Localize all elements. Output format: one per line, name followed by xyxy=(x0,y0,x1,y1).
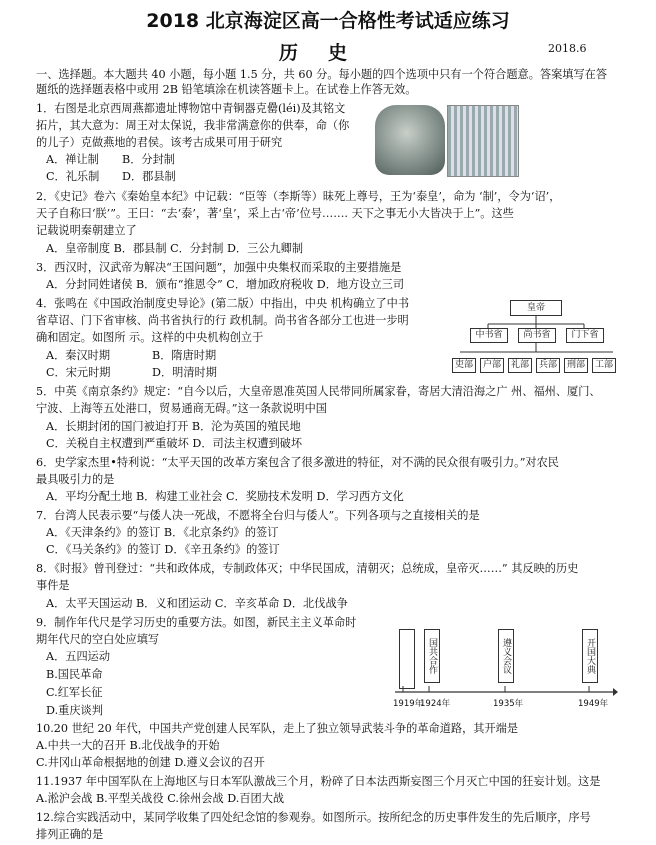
q9-option-d: D.重庆谈判 xyxy=(46,704,103,717)
timeline-year-1935: 1935年 xyxy=(493,699,524,709)
q4-line-1: 4．张鸣在《中国政治制度史导论》(第二版）中指出，中央 机构确立了中书 xyxy=(36,297,410,310)
q3-line-1: 3．西汉时，汉武帝为解决“王国问题”，加强中央集权而采取的主要措施是 xyxy=(36,261,402,274)
q11-line-1: 11.1937 年中国军队在上海地区与日本军队激战三个月，粉碎了日本法西斯妄图三个月灭亡中国的狂妄计划。这是 xyxy=(36,775,601,788)
q4-option-d: D．明清时期 xyxy=(152,366,217,379)
exam-date: 2018.6 xyxy=(548,42,587,55)
q5-line-1: 5．中英《南京条约》规定：“自今以后，大皇帝恩准英国人民带同所属家眷，寄居大清沿海之广 州、福州、厦门、 xyxy=(36,385,601,398)
q11-options: A.淞沪会战 B.平型关战役 C.徐州会战 D.百团大战 xyxy=(36,792,285,805)
org-shangshu-box: 尚书省 xyxy=(518,328,556,343)
q7-options-row-1: A．《天津条约》的签订 B．《北京条约》的签订 xyxy=(46,526,279,539)
subject-title: 历史 xyxy=(278,42,377,64)
org-xing-ministry-box: 刑部 xyxy=(564,358,588,373)
org-menxia-box: 门下省 xyxy=(566,328,604,343)
q2-line-1: 2．《史记》卷六《秦始皇本纪》中记载：“臣等（李斯等）昧死上尊号，王为‘泰皇’，命为 ‘制’，令为‘诏’， xyxy=(36,190,561,203)
q4-line-2: 省草诏、门下省审核、尚书省执行的行 政机制。尚书省各部分工也进一步明 xyxy=(36,314,409,327)
q7-line-1: 7．台湾人民表示要“与倭人决一死战，不愿将全台归与倭人”。下列各项与之直接相关的是 xyxy=(36,509,480,522)
q10-options-row-2: C.井冈山革命根据地的创建 D.遵义会议的召开 xyxy=(36,756,265,769)
timeline-blank-box xyxy=(399,629,415,689)
q5-options-row-1: A．长期封闭的国门被迫打开 B．沦为英国的殖民地 xyxy=(46,420,301,433)
q1-line-2: 拓片，其大意为：周王对太保说，我非常满意你的供奉，命（你 xyxy=(36,119,350,132)
q1-option-d: D．郡县制 xyxy=(122,170,176,183)
q1-line-1: 1．右图是北京西周燕都遗址博物馆中青铜器克罍(léi)及其铭文 xyxy=(36,102,346,115)
timeline-event-guogonghezuo: 国共合作 xyxy=(424,629,440,683)
q9-option-c: C.红军长征 xyxy=(46,686,103,699)
bronze-vessel-image xyxy=(375,105,445,175)
org-rites-ministry-box: 礼部 xyxy=(508,358,532,373)
timeline-event-kaiguo: 开国大典 xyxy=(582,629,598,683)
timeline-year-1919: 1919年 xyxy=(393,699,424,709)
intro-line-2: 题纸的选择题表格中或用 2B 铅笔填涂在机读答题卡上。在试卷上作答无效。 xyxy=(36,83,417,96)
q10-line-1: 10.20 世纪 20 年代，中国共产党创建人民军队，走上了独立领导武装斗争的革命道路，其开端是 xyxy=(36,722,519,735)
q8-line-2: 事件是 xyxy=(36,579,70,592)
inscription-rubbing-image xyxy=(447,105,519,177)
q5-options-row-2: C．关税自主权遭到严重破坏 D．司法主权遭到破坏 xyxy=(46,437,303,450)
org-hu-ministry-box: 户部 xyxy=(480,358,504,373)
q12-line-2: 排列正确的是 xyxy=(36,828,104,841)
q9-option-b: B.国民革命 xyxy=(46,668,103,681)
org-emperor-box: 皇帝 xyxy=(510,300,562,316)
intro-line-1: 一、选择题。本大题共 40 小题，每小题 1.5 分，共 60 分。每小题的四个选项中只有一个符合题意。答案填写在答 xyxy=(36,68,608,81)
q8-options: A．太平天国运动 B．义和团运动 C．辛亥革命 D．北伐战争 xyxy=(46,597,348,610)
q2-options: A．皇帝制度 B．郡县制 C．分封制 D．三公九卿制 xyxy=(46,242,304,255)
timeline-year-1949: 1949年 xyxy=(578,699,609,709)
q7-options-row-2: C．《马关条约》的签订 D．《辛丑条约》的签订 xyxy=(46,543,280,556)
org-gong-ministry-box: 工部 xyxy=(592,358,616,373)
page-title: 2018 北京海淀区高一合格性考试适应练习 xyxy=(146,10,510,32)
org-bing-ministry-box: 兵部 xyxy=(536,358,560,373)
q2-line-3: 记载说明秦朝建立了 xyxy=(36,224,137,237)
q8-line-1: 8．《时报》曾刊登过：“共和政体成，专制政体灭；中华民国成，清朝灭；总统成，皇帝灭……” 其反映的历史 xyxy=(36,562,579,575)
q6-options: A．平均分配土地 B．构建工业社会 C．奖励技术发明 D．学习西方文化 xyxy=(46,490,404,503)
q4-option-c: C．宋元时期 xyxy=(46,366,111,379)
q2-line-2: 天子自称曰‘朕’”。王曰：“去‘泰’，著‘皇’，采上古‘帝’位号……. 天下之事无小大皆决于上”。这些 xyxy=(36,207,514,220)
q4-line-3: 确和固定。如图所 示。这样的中央机构创立于 xyxy=(36,331,264,344)
q1-option-b: B．分封制 xyxy=(122,153,175,166)
q1-option-a: A．禅让制 xyxy=(46,153,99,166)
q1-line-3: 的儿子）克做燕地的君侯。该考古成果可用于研究 xyxy=(36,136,283,149)
q1-option-c: C．礼乐制 xyxy=(46,170,100,183)
timeline-event-zunyi: 遵义会议 xyxy=(498,629,514,683)
q9-line-2: 期年代尺的空白处应填写 xyxy=(36,633,160,646)
q10-options-row-1: A.中共一大的召开 B.北伐战争的开始 xyxy=(36,739,220,752)
q3-options: A．分封同姓诸侯 B．颁布“推恩令” C．增加政府税收 D．地方设立三司 xyxy=(46,278,405,291)
org-li-ministry-box: 吏部 xyxy=(452,358,476,373)
q9-line-1: 9．制作年代尺是学习历史的重要方法。如图，新民主主义革命时 xyxy=(36,616,357,629)
timeline-year-1924: 1924年 xyxy=(420,699,451,709)
q4-option-b: B．隋唐时期 xyxy=(152,349,217,362)
q12-line-1: 12.综合实践活动中，某同学收集了四处纪念馆的参观券。如图所示。按所纪念的历史事件发生的先后顺序，序号 xyxy=(36,811,591,824)
q9-option-a: A．五四运动 xyxy=(46,650,111,663)
org-zhongshu-box: 中书省 xyxy=(470,328,508,343)
q6-line-2: 最具吸引力的是 xyxy=(36,473,115,486)
q5-line-2: 宁波、上海等五处港口，贸易通商无碍。”这一条款说明中国 xyxy=(36,402,327,415)
q6-line-1: 6．史学家杰里•特利说：“太平天国的改革方案包含了很多激进的特征，对不满的民众很有吸引力。”对农民 xyxy=(36,456,559,469)
q4-option-a: A．秦汉时期 xyxy=(46,349,111,362)
